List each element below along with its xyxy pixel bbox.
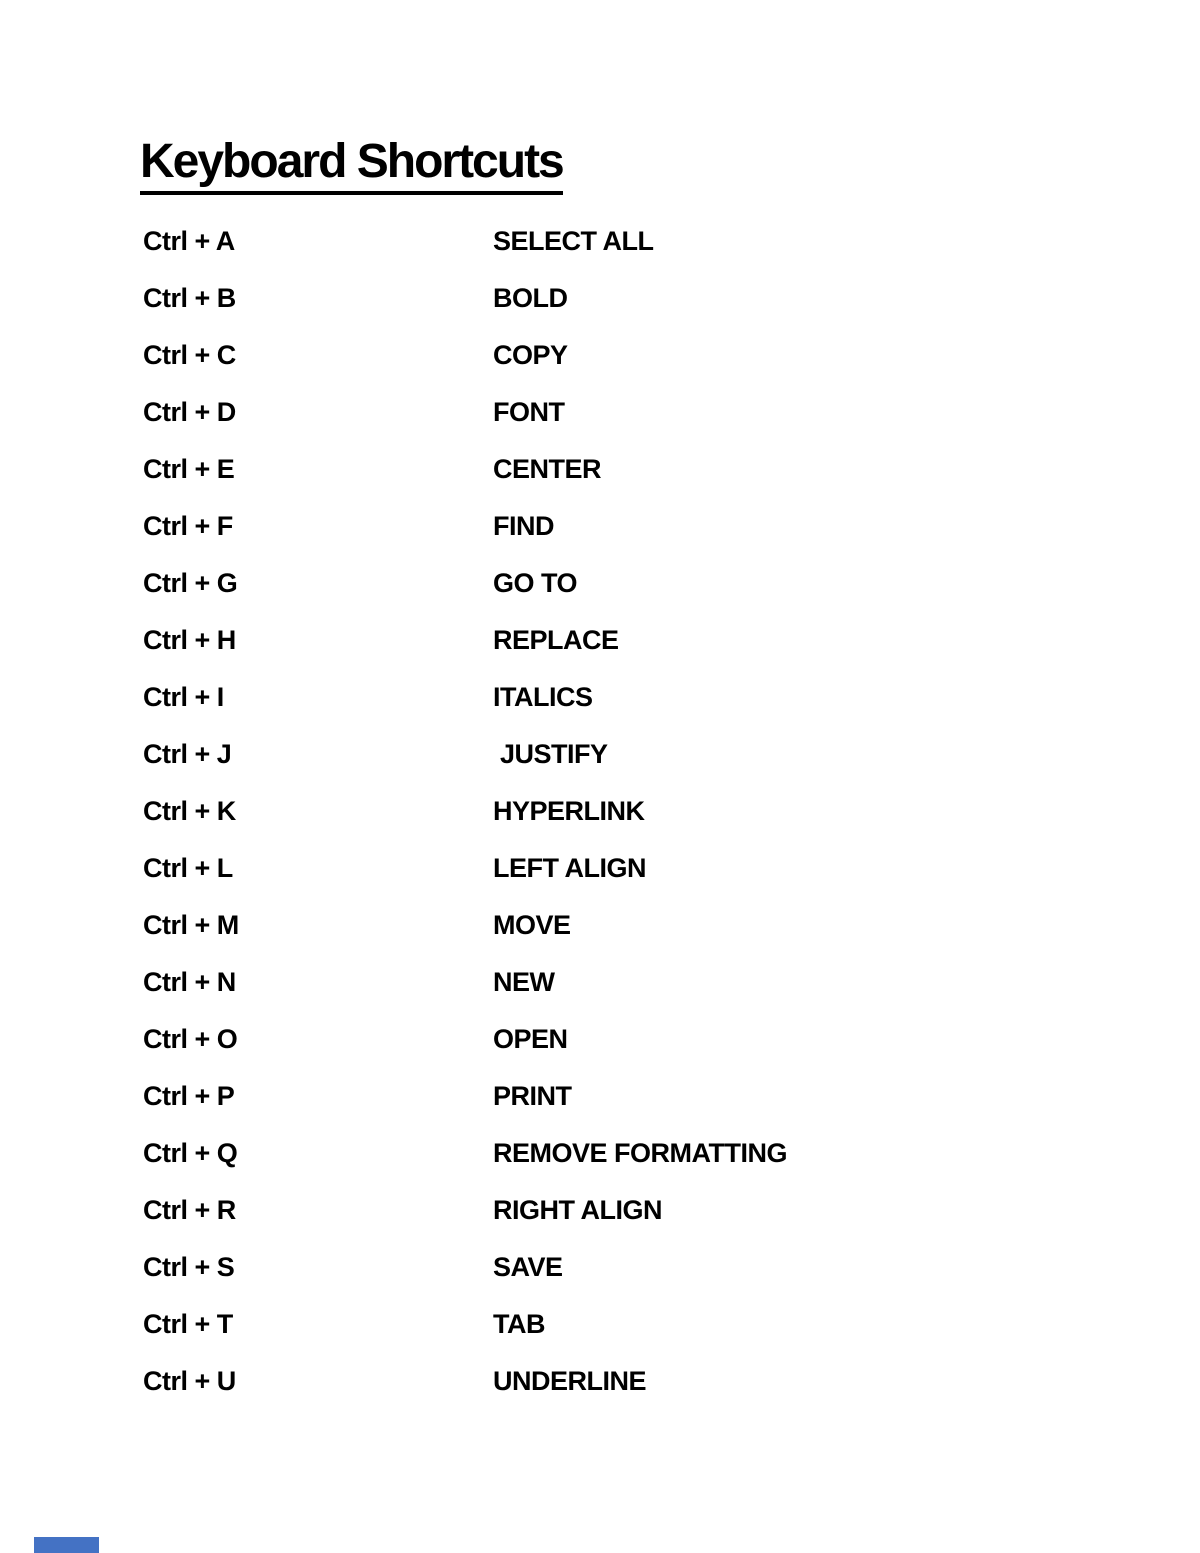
shortcut-action: JUSTIFY xyxy=(493,739,608,769)
shortcut-keys: Ctrl + I xyxy=(143,682,224,712)
shortcut-row xyxy=(143,213,1093,270)
shortcut-row xyxy=(143,1182,1093,1239)
shortcut-keys: Ctrl + C xyxy=(143,340,236,370)
shortcut-action: NEW xyxy=(493,967,555,997)
shortcut-row xyxy=(143,498,1093,555)
shortcut-action: TAB xyxy=(493,1309,545,1339)
shortcut-row xyxy=(143,441,1093,498)
shortcut-action: GO TO xyxy=(493,568,578,598)
shortcut-action: PRINT xyxy=(493,1081,572,1111)
shortcut-keys: Ctrl + B xyxy=(143,283,236,313)
shortcut-row xyxy=(143,1353,1093,1410)
shortcut-keys: Ctrl + E xyxy=(143,454,235,484)
shortcut-row xyxy=(143,954,1093,1011)
shortcut-keys: Ctrl + G xyxy=(143,568,238,598)
shortcut-action: CENTER xyxy=(493,454,602,484)
shortcut-action: MOVE xyxy=(493,910,571,940)
shortcut-row xyxy=(143,612,1093,669)
shortcut-keys: Ctrl + N xyxy=(143,967,236,997)
shortcut-action: BOLD xyxy=(493,283,568,313)
shortcut-action: SAVE xyxy=(493,1252,563,1282)
shortcut-row xyxy=(143,1125,1093,1182)
shortcut-row xyxy=(143,384,1093,441)
shortcut-row xyxy=(143,327,1093,384)
shortcut-keys: Ctrl + D xyxy=(143,397,236,427)
shortcut-keys: Ctrl + M xyxy=(143,910,239,940)
shortcut-keys: Ctrl + R xyxy=(143,1195,236,1225)
shortcut-row xyxy=(143,726,1093,783)
shortcut-keys: Ctrl + O xyxy=(143,1024,238,1054)
shortcut-keys: Ctrl + U xyxy=(143,1366,236,1396)
shortcut-keys: Ctrl + H xyxy=(143,625,236,655)
shortcut-keys: Ctrl + K xyxy=(143,796,236,826)
shortcut-keys: Ctrl + F xyxy=(143,511,233,541)
shortcut-action: OPEN xyxy=(493,1024,568,1054)
shortcut-keys: Ctrl + J xyxy=(143,739,232,769)
shortcut-row xyxy=(143,1239,1093,1296)
shortcut-row xyxy=(143,897,1093,954)
shortcut-action: FIND xyxy=(493,511,554,541)
shortcut-action: REPLACE xyxy=(493,625,619,655)
shortcut-action: ITALICS xyxy=(493,682,593,712)
shortcut-action: RIGHT ALIGN xyxy=(493,1195,662,1225)
shortcut-keys: Ctrl + A xyxy=(143,226,235,256)
shortcut-row xyxy=(143,1068,1093,1125)
shortcut-keys: Ctrl + T xyxy=(143,1309,233,1339)
shortcut-action: LEFT ALIGN xyxy=(493,853,646,883)
shortcut-list xyxy=(143,213,1093,1410)
shortcut-keys: Ctrl + P xyxy=(143,1081,235,1111)
shortcut-row xyxy=(143,669,1093,726)
shortcut-keys: Ctrl + Q xyxy=(143,1138,238,1168)
shortcut-row xyxy=(143,555,1093,612)
shortcut-keys: Ctrl + L xyxy=(143,853,233,883)
shortcut-row xyxy=(143,840,1093,897)
shortcut-action: FONT xyxy=(493,397,565,427)
shortcut-row xyxy=(143,1011,1093,1068)
shortcut-keys: Ctrl + S xyxy=(143,1252,235,1282)
page-footer-marker xyxy=(34,1537,99,1553)
shortcut-row xyxy=(143,270,1093,327)
shortcut-action: UNDERLINE xyxy=(493,1366,647,1396)
shortcut-action: HYPERLINK xyxy=(493,796,645,826)
shortcut-row xyxy=(143,783,1093,840)
shortcut-action: SELECT ALL xyxy=(493,226,654,256)
shortcut-action: REMOVE FORMATTING xyxy=(493,1138,787,1168)
shortcut-row xyxy=(143,1296,1093,1353)
shortcut-action: COPY xyxy=(493,340,568,370)
page-title: Keyboard Shortcuts xyxy=(140,138,563,195)
